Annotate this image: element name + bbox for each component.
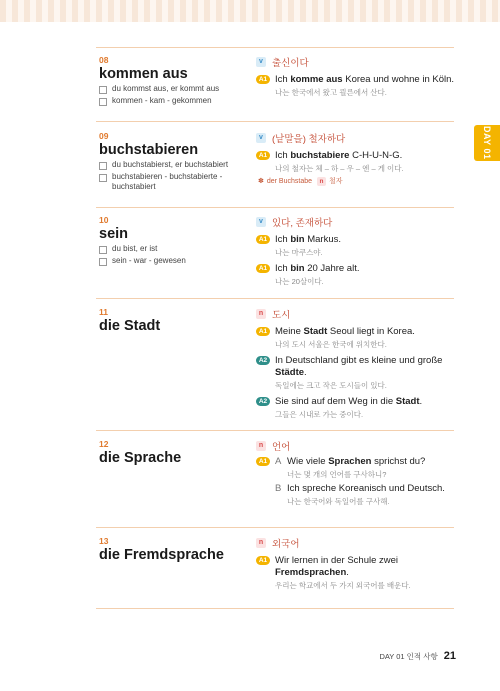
korean-meaning: 있다, 존재하다: [272, 218, 333, 229]
speaker-label: B: [275, 483, 282, 494]
meaning-line: [256, 56, 456, 68]
divider: [96, 298, 454, 299]
top-stripe-banner: [0, 0, 500, 22]
german-sentence: [275, 234, 456, 246]
page-footer: [379, 650, 456, 662]
conjugation-text: du buchstabierst, er buchstabiert: [112, 160, 229, 169]
conjugation-text: kommen - kam - gekommen: [112, 95, 212, 105]
german-text: Wie viele Sprachen sprichst du?: [287, 456, 426, 467]
part-of-speech-badge: n: [256, 538, 266, 548]
german-sentence: [275, 263, 456, 275]
korean-meaning: 언어: [272, 442, 291, 453]
korean-translation: 나는 한국어와 독일어를 구사해.: [287, 497, 390, 506]
example-sentence: [256, 234, 456, 257]
divider: [96, 527, 454, 528]
entry-detail: [256, 537, 456, 590]
german-text: Sie sind auf dem Weg in die Stadt.: [275, 396, 423, 407]
entry-detail: [256, 56, 456, 97]
headword: die Stadt: [99, 318, 161, 334]
meaning-line: [256, 216, 456, 228]
german-text: Ich buchstabiere C-H-U-N-G.: [275, 150, 403, 161]
conjugation-item: [99, 84, 244, 95]
conjugation-list: [99, 84, 244, 107]
example-sentence: [256, 483, 456, 506]
entry-detail: [256, 216, 456, 286]
star-icon: ✽: [258, 178, 264, 185]
example-sentence: [256, 555, 456, 590]
example-sentence: [256, 355, 456, 390]
checkbox-icon[interactable]: [99, 174, 107, 182]
german-sentence: [275, 456, 456, 468]
checkbox-icon[interactable]: [99, 86, 107, 94]
conjugation-item: [99, 256, 244, 267]
german-sentence: [275, 355, 456, 379]
level-badge: A1: [256, 457, 270, 466]
conjugation-list: [99, 244, 244, 267]
level-badge: A1: [256, 264, 270, 273]
german-text: Wir lernen in der Schule zwei Fremdsprachen.: [275, 555, 399, 578]
korean-meaning: 외국어: [272, 539, 300, 550]
checkbox-icon[interactable]: [99, 258, 107, 266]
speaker-label: A: [275, 456, 282, 467]
conjugation-item: [99, 244, 244, 255]
german-text: Ich komme aus Korea und wohne in Köln.: [275, 74, 455, 85]
level-badge: A1: [256, 75, 270, 84]
level-badge: A1: [256, 556, 270, 565]
german-sentence: [275, 326, 456, 338]
entry-detail: [256, 308, 456, 419]
day-side-tab[interactable]: DAY 01: [474, 125, 500, 161]
related-word-note: [258, 176, 456, 186]
german-text: Ich bin Markus.: [275, 234, 341, 245]
korean-translation: 독일에는 크고 작은 도시들이 있다.: [275, 381, 387, 390]
korean-meaning: (낱말을) 철자하다: [272, 134, 346, 145]
meaning-line: [256, 440, 456, 452]
conjugation-text: buchstabieren - buchstabierte - buchstabiert: [112, 171, 223, 191]
example-sentence: [256, 74, 456, 97]
divider: [96, 207, 454, 208]
related-word: der Buchstabe: [266, 177, 313, 185]
meaning-line: [256, 308, 456, 320]
german-text: Ich spreche Koreanisch und Deutsch.: [287, 483, 445, 494]
checkbox-icon[interactable]: [99, 246, 107, 254]
part-of-speech-badge: v: [256, 217, 266, 227]
entry-number: 11: [99, 307, 108, 317]
korean-translation: 나는 20살이다.: [275, 277, 324, 286]
example-sentence: [256, 263, 456, 286]
conjugation-item: [99, 96, 244, 107]
headword: kommen aus: [99, 66, 188, 82]
part-of-speech-badge: v: [256, 133, 266, 143]
korean-meaning: 도시: [272, 310, 291, 321]
korean-translation: 우리는 학교에서 두 가지 외국어를 배운다.: [275, 581, 411, 590]
entry-number: 09: [99, 131, 109, 141]
german-text: In Deutschland gibt es kleine und große Städte.: [275, 355, 443, 378]
example-sentence: [256, 150, 456, 173]
part-of-speech-badge: v: [256, 57, 266, 67]
conjugation-list: [99, 160, 244, 194]
german-sentence: [275, 74, 456, 86]
divider: [96, 608, 454, 609]
german-text: Ich bin 20 Jahre alt.: [275, 263, 360, 274]
entry-number: 08: [99, 55, 109, 65]
divider: [96, 430, 454, 431]
page-number: 21: [443, 650, 456, 662]
korean-translation: 나는 한국에서 왔고 쾰른에서 산다.: [275, 88, 387, 97]
german-sentence: [275, 150, 456, 162]
part-of-speech-badge: n: [256, 441, 266, 451]
related-word-meaning: 철자: [328, 178, 343, 185]
conjugation-item: [99, 172, 244, 193]
footer-label: DAY 01 인적 사항: [379, 652, 438, 661]
headword: buchstabieren: [99, 142, 199, 158]
korean-translation: 나는 마쿠스야.: [275, 248, 323, 257]
entry-detail: [256, 440, 456, 506]
checkbox-icon[interactable]: [99, 98, 107, 106]
part-of-speech-badge: n: [317, 177, 326, 186]
german-sentence: [275, 555, 456, 579]
level-badge: A1: [256, 327, 270, 336]
conjugation-text: du kommst aus, er kommt aus: [112, 84, 220, 93]
meaning-line: [256, 132, 456, 144]
entry-number: 12: [99, 439, 109, 449]
level-badge: A2: [256, 356, 270, 365]
example-sentence: [256, 456, 456, 479]
headword: sein: [99, 226, 129, 242]
korean-translation: 나의 도시 서울은 한국에 위치한다.: [275, 340, 387, 349]
divider: [96, 47, 454, 48]
example-sentence: [256, 326, 456, 349]
entry-detail: [256, 132, 456, 186]
level-badge: A2: [256, 397, 270, 406]
checkbox-icon[interactable]: [99, 162, 107, 170]
conjugation-item: [99, 160, 244, 171]
korean-translation: 나의 철자는 체 – 하 – 우 – 엔 – 게 이다.: [275, 164, 404, 173]
korean-meaning: 출신이다: [272, 58, 309, 69]
german-text: Meine Stadt Seoul liegt in Korea.: [275, 326, 415, 337]
part-of-speech-badge: n: [256, 309, 266, 319]
example-sentence: [256, 396, 456, 419]
headword: die Sprache: [99, 450, 182, 466]
conjugation-text: du bist, er ist: [112, 244, 158, 253]
conjugation-text: sein - war - gewesen: [112, 255, 186, 265]
korean-translation: 너는 몇 개의 언어를 구사하니?: [287, 470, 387, 479]
german-sentence: [275, 483, 456, 495]
level-badge: A1: [256, 235, 270, 244]
headword: die Fremdsprache: [99, 547, 224, 563]
german-sentence: [275, 396, 456, 408]
meaning-line: [256, 537, 456, 549]
divider: [96, 121, 454, 122]
korean-translation: 그들은 시내로 가는 중이다.: [275, 410, 364, 419]
level-badge: A1: [256, 151, 270, 160]
entry-number: 13: [99, 536, 109, 546]
entry-number: 10: [99, 215, 109, 225]
